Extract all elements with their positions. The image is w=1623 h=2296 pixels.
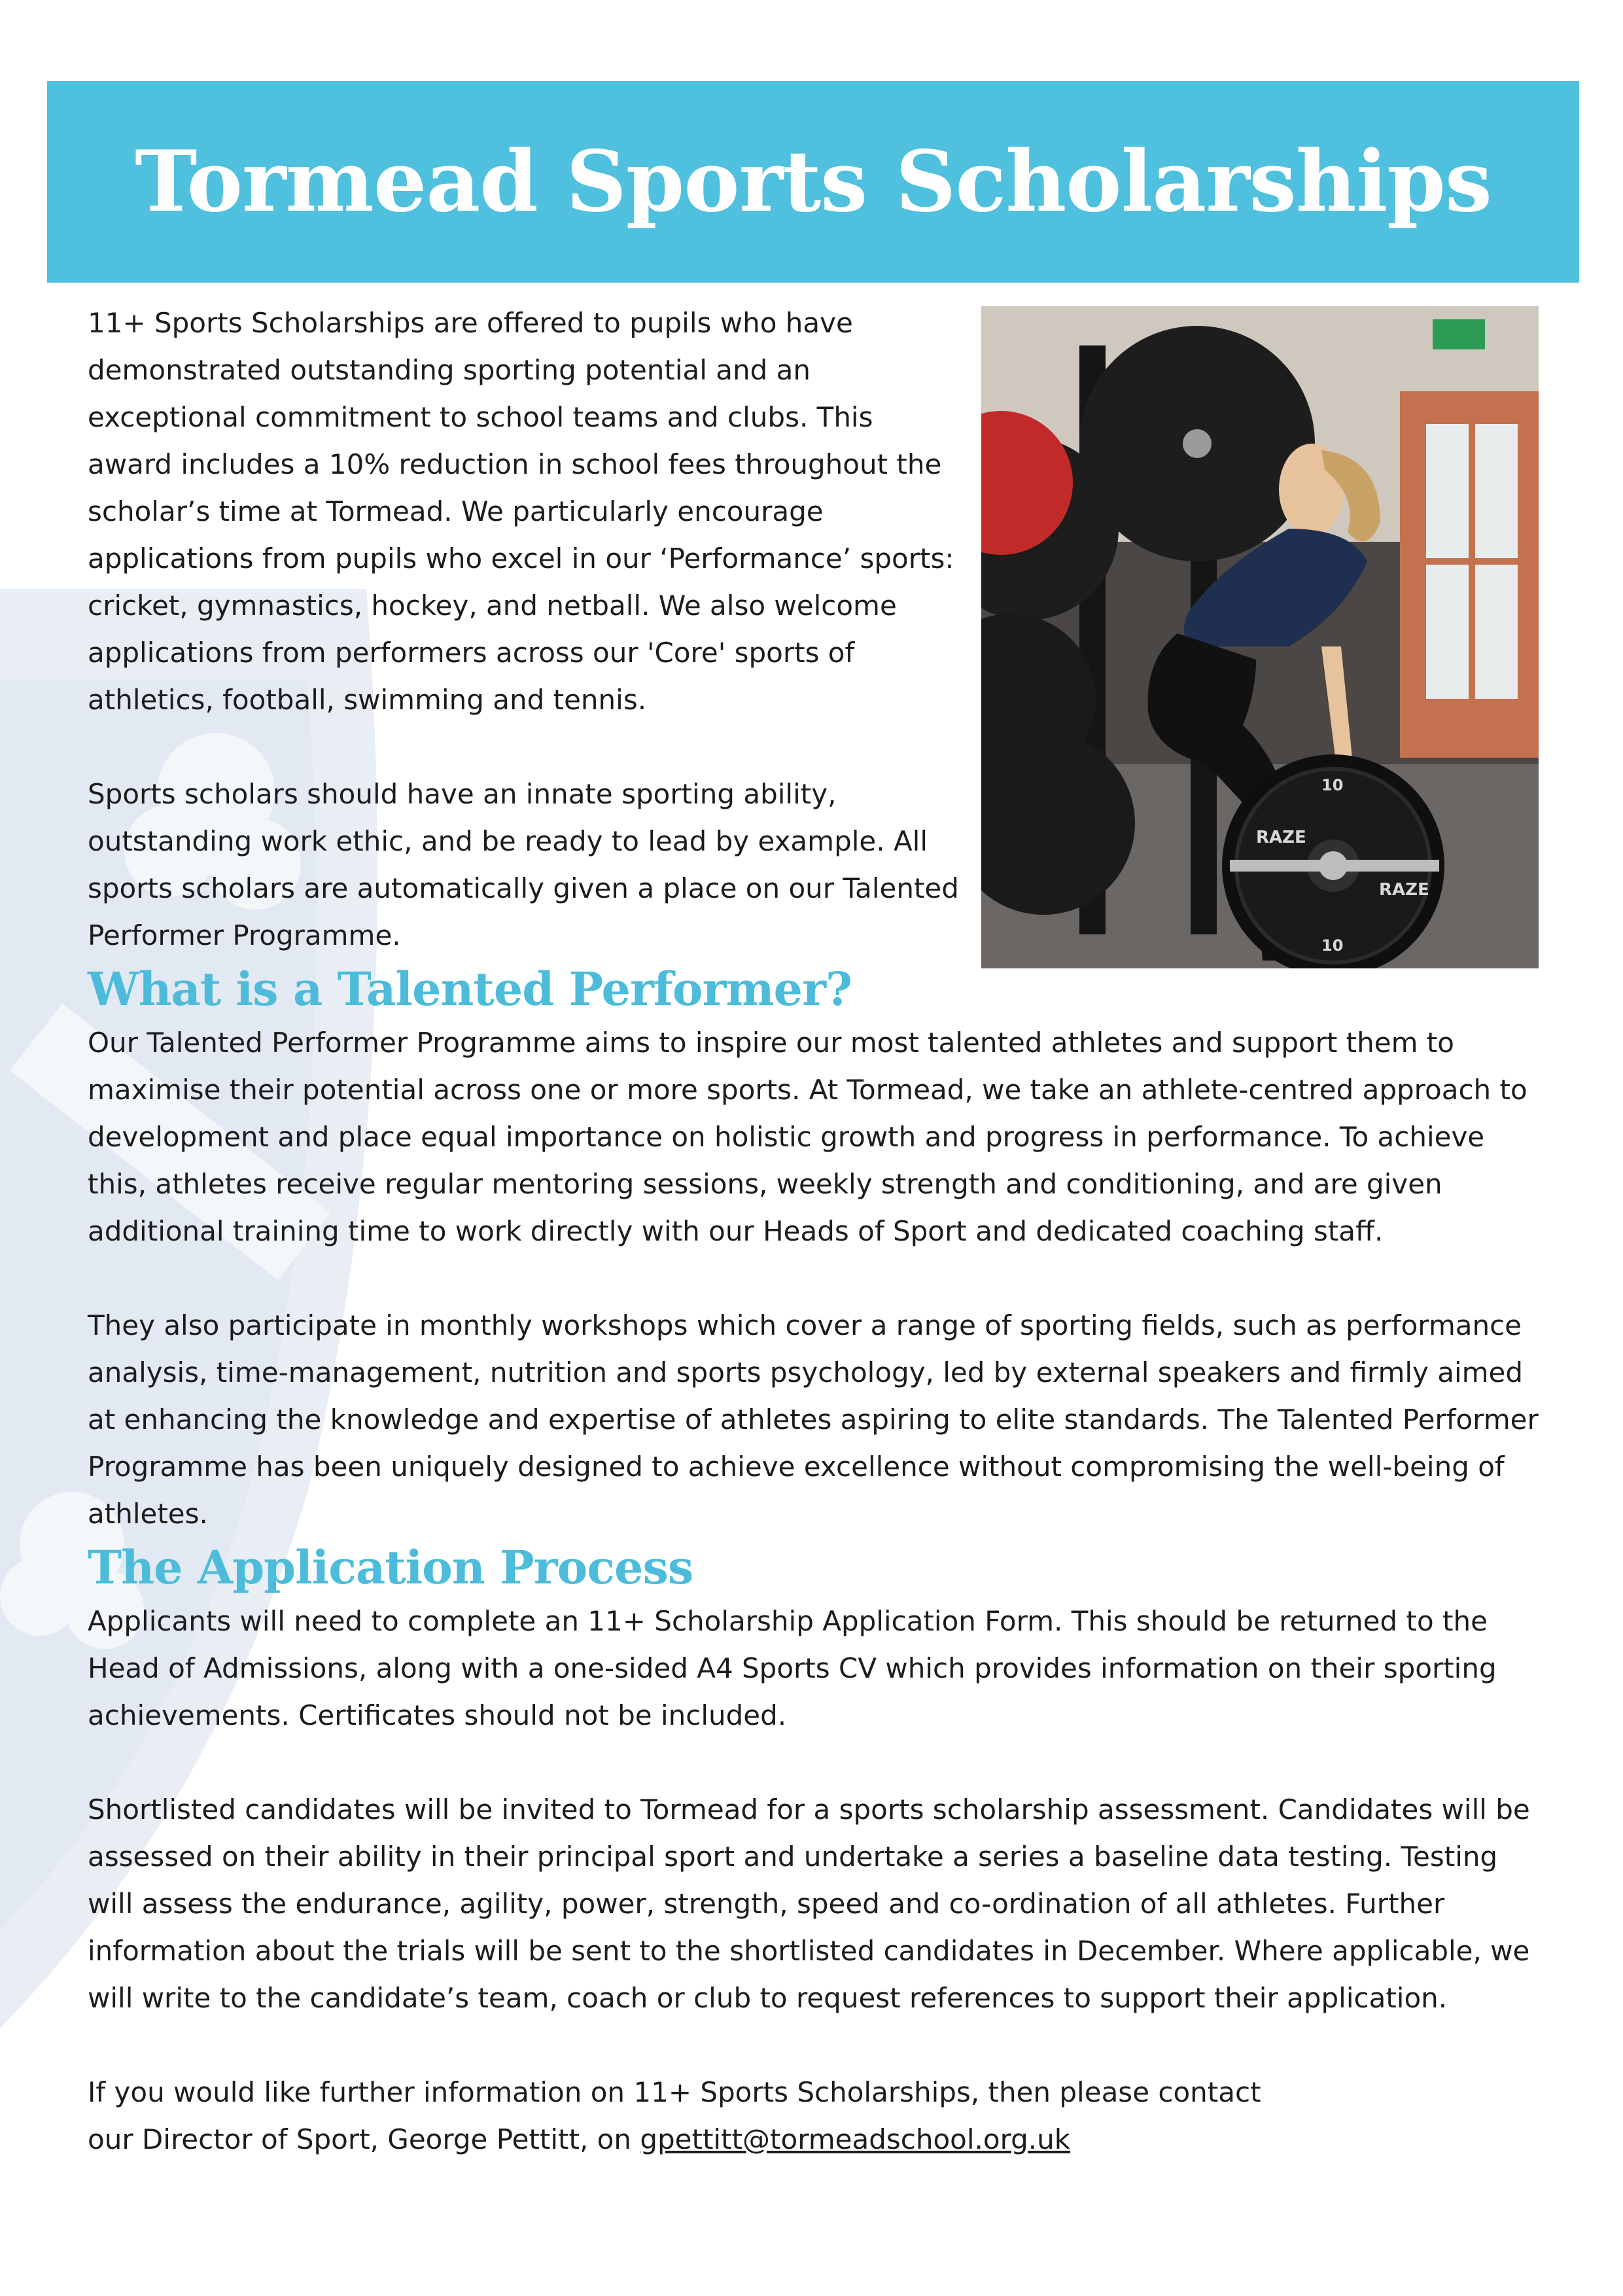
- plate-weight-bottom: 10: [1321, 936, 1344, 955]
- plate-brand-right: RAZE: [1379, 880, 1429, 900]
- plate-brand-left: RAZE: [1256, 828, 1306, 847]
- application-paragraph-1: Applicants will need to complete an 11+ Scholarship Application Form. This should be returned to the Head of Admissions, along with a one-sided A4 Sports CV which provides information on their sporting achievements. Certificates should not be included.: [88, 1605, 1497, 1731]
- intro-paragraph-2: Sports scholars should have an innate sporting ability, outstanding work ethic, and be ready to lead by example. All sports scholars are automatically given a place on our Talented Performer Programme.: [88, 778, 959, 951]
- contact-paragraph: [88, 2069, 1546, 2163]
- application-paragraph-2: Shortlisted candidates will be invited to Tormead for a sports scholarship assessment. Candidates will be assessed on their ability in their principal sport and undertake a series a baseline data testing. Testing will assess the endurance, agility, power, strength, speed and co-ordination of all athletes. Further information about the trials will be sent to the shortlisted candidates in December. Where applicable, we will write to the candidate’s team, coach or club to request references to support their application.: [88, 1793, 1530, 2014]
- page-title: Tormead Sports Scholarships: [135, 133, 1492, 231]
- title-banner: [47, 81, 1579, 283]
- main-content: [88, 300, 1546, 2163]
- contact-line-1: If you would like further information on 11+ Sports Scholarships, then please contact: [88, 2076, 1261, 2108]
- contact-line-2: our Director of Sport, George Pettitt, on: [88, 2123, 640, 2155]
- talented-heading: What is a Talented Performer?: [88, 962, 852, 1016]
- intro-section: [88, 300, 964, 959]
- application-heading: The Application Process: [88, 1540, 693, 1595]
- intro-paragraph-1: 11+ Sports Scholarships are offered to pupils who have demonstrated outstanding sporting potential and an exceptional commitment to school teams and clubs. This award includes a 10% reduction in school fees throughout the scholar’s time at Tormead. We particularly encourage applications from pupils who excel in our ‘Performance’ sports: cricket, gymnastics, hockey, and netball. We also welcome applications from performers across our 'Core' sports of athletics, football, swimming and tennis.: [88, 307, 954, 716]
- application-section: [88, 1538, 1546, 2163]
- email-link[interactable]: gpettitt@tormeadschool.org.uk: [640, 2123, 1071, 2155]
- talented-paragraph-1: Our Talented Performer Programme aims to inspire our most talented athletes and support them to maximise their potential across one or more sports. At Tormead, we take an athlete-centred approach to development and place equal importance on holistic growth and progress in performance. To achieve this, athletes receive regular mentoring sessions, weekly strength and conditioning, and are given additional training time to work directly with our Heads of Sport and dedicated coaching staff.: [88, 1027, 1527, 1247]
- talented-paragraph-2: They also participate in monthly workshops which cover a range of sporting fields, such as performance analysis, time-management, nutrition and sports psychology, led by external speakers and firmly aimed at enhancing the knowledge and expertise of athletes aspiring to elite standards. The Talented Performer Programme has been uniquely designed to achieve excellence without compromising the well-being of athletes.: [88, 1309, 1539, 1530]
- talented-section: [88, 959, 1546, 1538]
- plate-weight-top: 10: [1321, 776, 1344, 794]
